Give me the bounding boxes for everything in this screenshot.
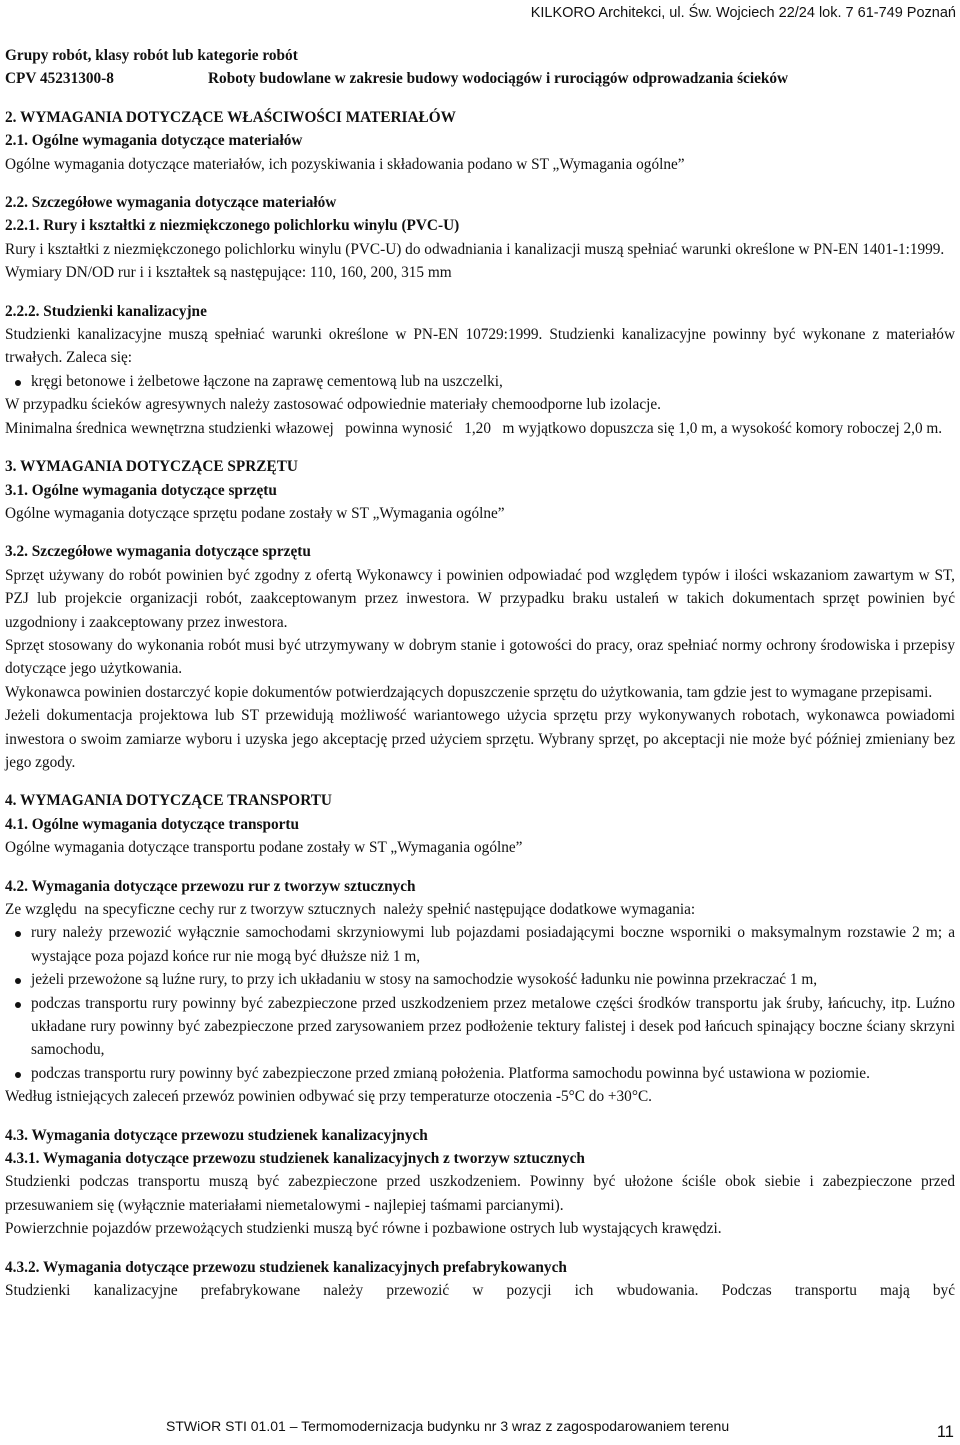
page-header: KILKORO Architekci, ul. Św. Wojciech 22/24 lok. 7 61-749 Poznań: [530, 5, 956, 21]
list-item: [5, 1062, 955, 1085]
section-4-1-title: 4.1. Ogólne wymagania dotyczące transportu: [5, 815, 300, 833]
section-2-2-1-text: Rury i kształtki z niezmiękczonego polichlorku winylu (PVC-U) do odwadniania i kanalizacji muszą spełniać warunki określone w PN-EN 1401-1:1999.: [5, 240, 945, 258]
list-item: [5, 370, 955, 393]
list-item-text: podczas transportu rury powinny być zabezpieczone przed zmianą położenia. Platforma samochodu powinna być ustawiona w poziomie.: [31, 1064, 870, 1082]
section-4-3-2-text: Studzienki kanalizacyjne prefabrykowane należy przewozić w pozycji ich wbudowania. Podczas transportu mają być: [5, 1282, 955, 1300]
cpv-description: Roboty budowlane w zakresie budowy wodociągów i rurociągów odprowadzania ścieków: [208, 70, 789, 88]
groups-heading: Grupy robót, klasy robót lub kategorie robót: [5, 47, 298, 64]
list-item-text: jeżeli przewożone są luźne rury, to przy ich układaniu w stosy na samochodzie wysokość ładunku nie powinna przekraczać 1 m,: [31, 971, 818, 989]
footer-text: STWiOR STI 01.01 – Termomodernizacja budynku nr 3 wraz z zagospodarowaniem terenu: [166, 1418, 730, 1434]
section-2-2-2-min-diameter: Minimalna średnica wewnętrzna studzienki włazowej powinna wynosić 1,20 m wyjątkowo dopuszcza się 1,0 m, a wysokość komory roboczej 2,0 m.: [5, 419, 943, 437]
section-4-3-title: 4.3. Wymagania dotyczące przewozu studzienek kanalizacyjnych: [5, 1126, 428, 1144]
section-3-1-text: Ogólne wymagania dotyczące sprzętu podane zostały w ST „Wymagania ogólne”: [5, 504, 505, 522]
section-2-2-2-title: 2.2.2. Studzienki kanalizacyjne: [5, 302, 207, 320]
section-4-3-1-paragraph-1: Studzienki podczas transportu muszą być zabezpieczone przed uszkodzeniem. Powinny być ułożone ściśle obok siebie i zabezpieczone przed przesuwaniem się (wyłącznie materiałami niemetalowymi - najlepiej taśmami parcianymi).: [5, 1173, 955, 1214]
list-item-text: rury należy przewozić wyłącznie samochodami skrzyniowymi lub pojazdami posiadającymi boczne wsporniki o maksymalnym rozstawie 2 m; a wystające poza pojazd końce rur nie mogą być dłuższe niż 1 m,: [31, 924, 955, 965]
section-2-2-2-list: [5, 370, 955, 393]
section-2-2-title: 2.2. Szczegółowe wymagania dotyczące materiałów: [5, 194, 337, 212]
bullet-icon: [5, 992, 31, 1062]
section-3-2-paragraph-4: Jeżeli dokumentacja projektowa lub ST przewidują możliwość wariantowego użycia sprzętu przy wykonywanych robotach, wykonawca powiadomi inwestora o swoim zamiarze wyboru i uzyska jego akceptację przed użyciem sprzętu. Wybrany sprzęt, po akceptacji nie może być później zmieniany bez jego zgody.: [5, 707, 955, 771]
section-2-2-2-text: Studzienki kanalizacyjne muszą spełniać warunki określone w PN-EN 10729:1999. Studzienki kanalizacyjne powinny być wykonane z materiałów trwałych. Zaleca się:: [5, 326, 955, 367]
page-number: 11: [936, 1423, 954, 1441]
section-4-2-title: 4.2. Wymagania dotyczące przewozu rur z tworzyw sztucznych: [5, 877, 416, 895]
section-4-3-1-title: 4.3.1. Wymagania dotyczące przewozu studzienek kanalizacyjnych z tworzyw sztucznych: [5, 1150, 585, 1168]
section-2-title: 2. WYMAGANIA DOTYCZĄCE WŁAŚCIWOŚCI MATERIAŁÓW: [5, 108, 456, 126]
section-4-2-intro: Ze względu na specyficzne cechy rur z tworzyw sztucznych należy spełnić następujące dodatkowe wymagania:: [5, 901, 696, 918]
section-3-1-title: 3.1. Ogólne wymagania dotyczące sprzętu: [5, 481, 277, 499]
section-3-2-paragraph-1: Sprzęt używany do robót powinien być zgodny z ofertą Wykonawcy i powinien odpowiadać pod względem typów i ilości wskazaniom zawartym w ST, PZJ lub projekcie organizacji robót, zaakceptowanym przez inwestora. W przypadku braku ustaleń w takich dokumentach sprzęt powinien być uzgodniony i zaakceptowany przez inwestora.: [5, 566, 955, 631]
section-4-2-temperature: Według istniejących zaleceń przewóz powinien odbywać się przy temperaturze otoczenia -5°C do +30°C.: [5, 1088, 652, 1106]
section-4-2-list: [5, 921, 955, 1085]
cpv-row: [5, 67, 955, 90]
document-body: [5, 44, 955, 1303]
section-2-1-text: Ogólne wymagania dotyczące materiałów, ich pozyskiwania i składowania podano w ST „Wymagania ogólne”: [5, 155, 685, 173]
section-3-2-title: 3.2. Szczegółowe wymagania dotyczące sprzętu: [5, 543, 311, 561]
section-3-title: 3. WYMAGANIA DOTYCZĄCE SPRZĘTU: [5, 458, 298, 476]
page-footer: [0, 1417, 960, 1443]
bullet-icon: [5, 370, 31, 393]
list-item-text: kręgi betonowe i żelbetowe łączone na zaprawę cementową lub na uszczelki,: [31, 372, 503, 390]
list-item: [5, 968, 955, 991]
list-item-text: podczas transportu rury powinny być zabezpieczone przed uszkodzeniem przez metalowe części środków transportu jak śruby, łańcuchy, itp. Luźno układane rury powinny być zabezpieczone przed zarysowaniem przez podłożenie tektury falistej i desek pod łańcuch spinający boczne ściany skrzyni samochodu,: [31, 994, 955, 1059]
section-2-2-2-aggressive: W przypadku ścieków agresywnych należy zastosować odpowiednie materiały chemoodporne lub izolacje.: [5, 396, 661, 414]
bullet-icon: [5, 921, 31, 968]
section-4-3-1-paragraph-2: Powierzchnie pojazdów przewożących studzienki muszą być równe i pozbawione ostrych lub wystających krawędzi.: [5, 1220, 722, 1238]
bullet-icon: [5, 1062, 31, 1085]
section-2-1-title: 2.1. Ogólne wymagania dotyczące materiałów: [5, 132, 303, 150]
section-4-1-text: Ogólne wymagania dotyczące transportu podane zostały w ST „Wymagania ogólne”: [5, 839, 523, 857]
list-item: [5, 992, 955, 1062]
bullet-icon: [5, 968, 31, 991]
section-3-2-paragraph-2: Sprzęt stosowany do wykonania robót musi być utrzymywany w dobrym stanie i gotowości do pracy, oraz spełniać normy ochrony środowiska i przepisy dotyczące jego użytkowania.: [5, 636, 955, 678]
section-4-3-2-title: 4.3.2. Wymagania dotyczące przewozu studzienek kanalizacyjnych prefabrykowanych: [5, 1258, 567, 1276]
list-item: [5, 921, 955, 968]
section-3-2-paragraph-3: Wykonawca powinien dostarczyć kopie dokumentów potwierdzających dopuszczenie sprzętu do użytkowania, tam gdzie jest to wymagane przepisami.: [5, 683, 933, 701]
section-2-2-1-dimensions: Wymiary DN/OD rur i i kształtek są następujące: 110, 160, 200, 315 mm: [5, 264, 452, 282]
cpv-code: CPV 45231300-8: [5, 70, 114, 88]
section-2-2-1-title: 2.2.1. Rury i kształtki z niezmiękczonego polichlorku winylu (PVC-U): [5, 217, 460, 235]
section-4-title: 4. WYMAGANIA DOTYCZĄCE TRANSPORTU: [5, 792, 332, 810]
